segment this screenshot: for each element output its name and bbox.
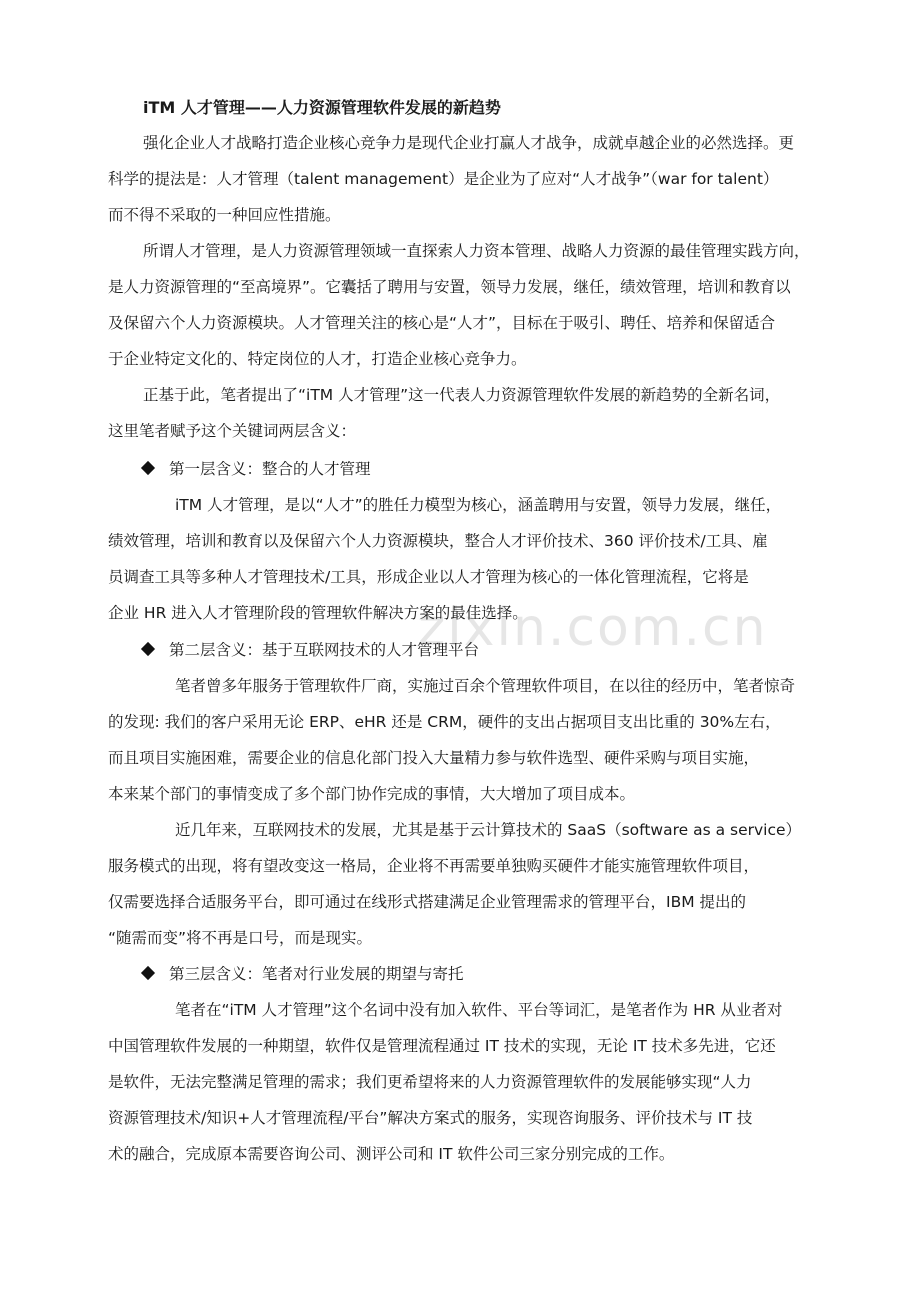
document-title: iTM 人才管理——人力资源管理软件发展的新趋势 [143, 98, 501, 117]
paragraph-line: 中国管理软件发展的一种期望，软件仅是管理流程通过 IT 技术的实现，无论 IT 技术多先进，它还 [108, 1037, 776, 1055]
paragraph-line: 的发现: 我们的客户采用无论 ERP、eHR 还是 CRM，硬件的支出占据项目支出比重的 30%左右， [108, 713, 781, 731]
paragraph-line: 资源管理技术/知识+人才管理流程/平台”解决方案式的服务，实现咨询服务、评价技术与 IT 技 [108, 1109, 753, 1127]
paragraph-line: 这里笔者赋予这个关键词两层含义： [108, 422, 357, 440]
bullet-item [143, 457, 371, 481]
bullet-heading: 第三层含义：笔者对行业发展的期望与寄托 [169, 965, 464, 983]
paragraph-line: 及保留六个人力资源模块。人才管理关注的核心是“人才”，目标在于吸引、聘任、培养和保留适合 [108, 314, 776, 332]
bullet-heading: 第二层含义：基于互联网技术的人才管理平台 [169, 641, 480, 659]
paragraph-line: 而不得不采取的一种回应性措施。 [108, 206, 341, 224]
diamond-bullet-icon [141, 461, 155, 475]
paragraph-line: 服务模式的出现，将有望改变这一格局，企业将不再需要单独购买硬件才能实施管理软件项目， [108, 857, 760, 875]
paragraph-line: 近几年来，互联网技术的发展，尤其是基于云计算技术的 SaaS（software as a service） [175, 821, 802, 839]
bullet-item [143, 638, 479, 662]
paragraph-line: 于企业特定文化的、特定岗位的人才，打造企业核心竞争力。 [108, 350, 527, 368]
diamond-bullet-icon [141, 642, 155, 656]
paragraph-line: 仅需要选择合适服务平台，即可通过在线形式搭建满足企业管理需求的管理平台，IBM 提出的 [108, 893, 747, 911]
paragraph-line: “随需而变”将不再是口号，而是现实。 [108, 929, 373, 947]
paragraph-line: 科学的提法是：人才管理（talent management）是企业为了应对“人才战争”（war for talent） [108, 170, 779, 188]
paragraph-line: 本来某个部门的事情变成了多个部门协作完成的事情，大大增加了项目成本。 [108, 785, 636, 803]
watermark: zixin.com.cn [418, 598, 768, 658]
paragraph-line: 是软件，无法完整满足管理的需求；我们更希望将来的人力资源管理软件的发展能够实现“人力 [108, 1073, 752, 1091]
bullet-item [143, 962, 464, 986]
paragraph-line: 绩效管理，培训和教育以及保留六个人力资源模块，整合人才评价技术、360 评价技术/工具、雇 [108, 532, 768, 550]
bullet-heading: 第一层含义：整合的人才管理 [169, 460, 371, 478]
paragraph-line: 正基于此，笔者提出了“iTM 人才管理”这一代表人力资源管理软件发展的新趋势的全新名词， [143, 386, 781, 404]
paragraph-line: 是人力资源管理的“至高境界”。它囊括了聘用与安置，领导力发展，继任，绩效管理，培训和教育以 [108, 278, 791, 296]
paragraph-line: 术的融合，完成原本需要咨询公司、测评公司和 IT 软件公司三家分别完成的工作。 [108, 1145, 675, 1163]
paragraph-line: 笔者曾多年服务于管理软件厂商，实施过百余个管理软件项目，在以往的经历中，笔者惊奇 [175, 677, 796, 695]
paragraph-line: iTM 人才管理，是以“人才”的胜任力模型为核心，涵盖聘用与安置，领导力发展，继任， [175, 496, 782, 514]
diamond-bullet-icon [141, 966, 155, 980]
paragraph-line: 笔者在“iTM 人才管理”这个名词中没有加入软件、平台等词汇，是笔者作为 HR 从业者对 [175, 1001, 783, 1019]
paragraph-line: 所谓人才管理，是人力资源管理领域一直探索人力资本管理、战略人力资源的最佳管理实践方向， [143, 242, 810, 260]
paragraph-line: 企业 HR 进入人才管理阶段的管理软件解决方案的最佳选择。 [108, 604, 528, 622]
paragraph-line: 而且项目实施困难，需要企业的信息化部门投入大量精力参与软件选型、硬件采购与项目实施， [108, 749, 760, 767]
paragraph-line: 强化企业人才战略打造企业核心竞争力是现代企业打赢人才战争，成就卓越企业的必然选择。更 [143, 134, 795, 152]
paragraph-line: 员调查工具等多种人才管理技术/工具，形成企业以人才管理为核心的一体化管理流程，它将是 [108, 568, 749, 586]
